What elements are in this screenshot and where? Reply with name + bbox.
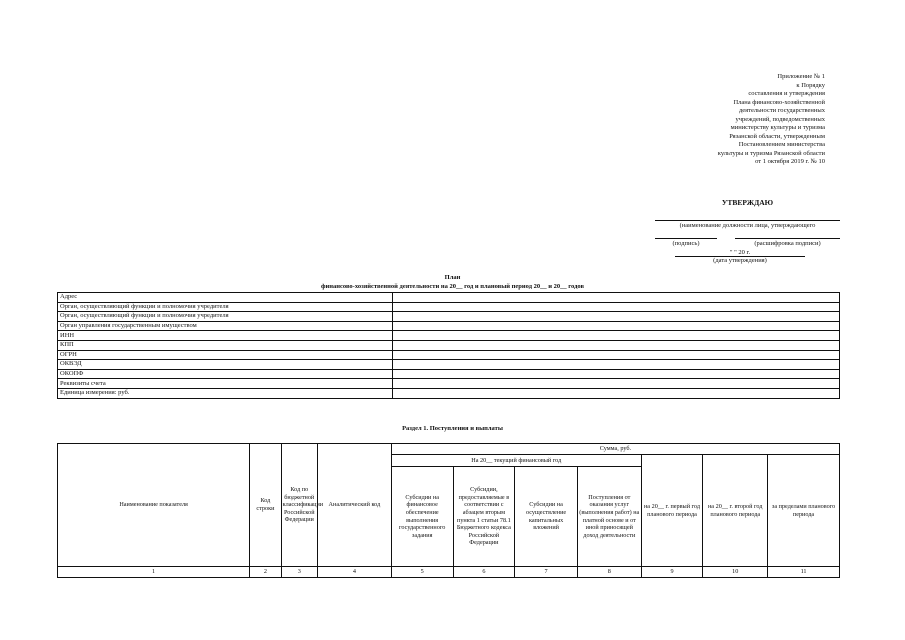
appendix-line: учреждений, подведомственных [735, 115, 825, 123]
info-value-cell [393, 293, 840, 303]
table-row [58, 302, 840, 312]
column-number: 6 [453, 567, 515, 578]
info-value-cell [393, 360, 840, 370]
table-row [58, 350, 840, 360]
info-label: Единица измерения: руб. [58, 388, 393, 398]
header-current-year: На 20__ текущий финансовый год [391, 455, 641, 467]
section-heading: Раздел 1. Поступления и выплаты [402, 425, 503, 432]
appendix-line: культуры и туризма Рязанской области [717, 149, 825, 157]
appendix-line: деятельности государственных [738, 107, 825, 114]
column-number: 1 [58, 567, 250, 578]
plan-title: План [444, 274, 461, 281]
column-number: 11 [768, 567, 840, 578]
info-label: ОГРН [58, 350, 393, 360]
info-value-cell [393, 369, 840, 379]
table-row [58, 360, 840, 370]
info-label: ОКВЭД [58, 360, 393, 370]
info-label: ОКОПФ [58, 369, 393, 379]
header-state-task-subsidy: Субсидии на финансовое обеспечение выполнения государственного задания [391, 467, 453, 567]
column-number: 8 [577, 567, 641, 578]
info-value-cell [393, 340, 840, 350]
info-label: Реквизиты счета [58, 379, 393, 389]
signature-row [655, 238, 840, 247]
header-first-plan-year: на 20__ г. первый год планового периода [641, 455, 703, 567]
appendix-line: Приложение № 1 [777, 73, 825, 80]
appendix-note [595, 73, 825, 167]
column-number: 4 [317, 567, 391, 578]
approval-block [655, 198, 840, 264]
position-caption: (наименование должности лица, утверждающего [679, 222, 816, 229]
approval-date-caption: (дата утверждения) [713, 257, 767, 264]
table-row [58, 444, 840, 455]
header-capital-subsidy: Субсидии на осуществление капитальных вложений [515, 467, 578, 567]
column-number: 7 [515, 567, 578, 578]
appendix-line: составления и утверждения [748, 90, 825, 97]
header-sum: Сумма, руб. [391, 444, 839, 455]
header-budget-code: Код по бюджетной классификации Российской Федерации [281, 444, 317, 567]
info-value-cell [393, 321, 840, 331]
info-label: Орган управления государственным имуществом [58, 321, 393, 331]
header-beyond-plan: за пределами планового периода [768, 455, 840, 567]
header-paid-services: Поступления от оказания услуг (выполнения работ) на платной основе и от иной приносящей доход деятельности [577, 467, 641, 567]
info-label: Орган, осуществляющий функции и полномочия учредителя [58, 312, 393, 322]
table-row [58, 340, 840, 350]
info-value-cell [393, 302, 840, 312]
info-label: Орган, осуществляющий функции и полномочия учредителя [58, 302, 393, 312]
info-label: ИНН [58, 331, 393, 341]
header-781-subsidy: Субсидии, предоставляемые в соответствии с абзацем вторым пункта 1 статьи 78.1 Бюджетного кодекса Российской Федерации [453, 467, 515, 567]
table-row [58, 388, 840, 398]
column-number: 3 [281, 567, 317, 578]
column-number: 5 [391, 567, 453, 578]
header-second-plan-year: на 20__ г. второй год планового периода [703, 455, 768, 567]
plan-subtitle: финансово-хозяйственной деятельности на 20__ год и плановый период 20__ и 20__ годов [321, 283, 584, 290]
appendix-line: Рязанской области, утвержденным [729, 132, 825, 140]
appendix-line: Постановлением министерства [738, 141, 825, 148]
approval-title: УТВЕРЖДАЮ [721, 198, 774, 207]
info-value-cell [393, 379, 840, 389]
signature-caption: (подпись) [655, 238, 717, 247]
receipts-payments-table [57, 443, 840, 578]
info-value-cell [393, 388, 840, 398]
table-row [58, 331, 840, 341]
header-code: Код строки [250, 444, 281, 567]
info-value-cell [393, 312, 840, 322]
table-row [58, 293, 840, 303]
info-value-cell [393, 331, 840, 341]
header-analytic-code: Аналитический код [317, 444, 391, 567]
info-table [57, 292, 840, 399]
table-row [58, 567, 840, 578]
info-label: КПП [58, 340, 393, 350]
table-row [58, 321, 840, 331]
appendix-line: Плана финансово-хозяйственной [733, 98, 825, 106]
approval-date-line: " " 20 г. [675, 249, 805, 257]
info-value-cell [393, 350, 840, 360]
plan-heading [0, 273, 905, 291]
column-number: 2 [250, 567, 281, 578]
header-name: Наименование показателя [58, 444, 250, 567]
position-line [655, 210, 840, 221]
column-number: 10 [703, 567, 768, 578]
table-row [58, 312, 840, 322]
signature-decode-caption: (расшифровка подписи) [735, 238, 840, 247]
appendix-line: к Порядку [796, 81, 825, 89]
table-row [58, 379, 840, 389]
column-number: 9 [641, 567, 703, 578]
info-label: Адрес [58, 293, 393, 303]
appendix-line: от 1 октября 2019 г. № 10 [755, 158, 825, 165]
appendix-line: министерству культуры и туризма [730, 124, 825, 131]
table-row [58, 369, 840, 379]
